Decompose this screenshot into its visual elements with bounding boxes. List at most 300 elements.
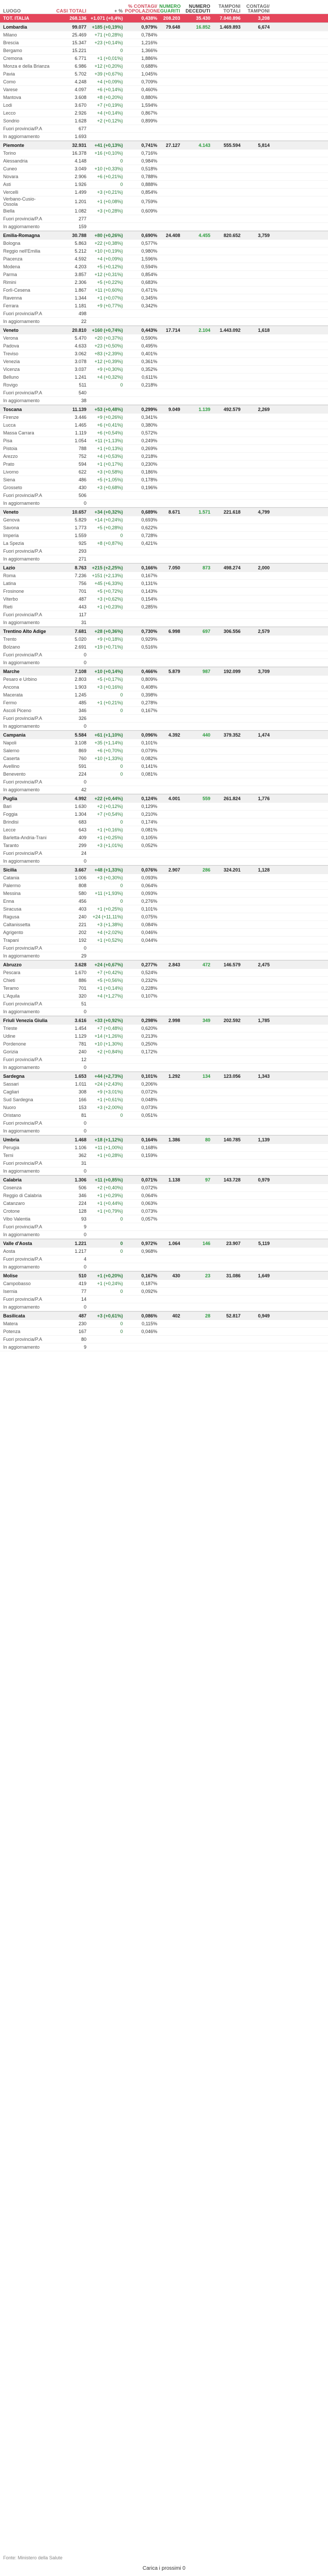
- province-row[interactable]: [0, 755, 328, 763]
- province-row[interactable]: [0, 778, 328, 786]
- province-row[interactable]: [0, 421, 328, 429]
- cell-name: In aggiornamento: [3, 319, 40, 324]
- cell-casi: 240: [78, 1049, 86, 1054]
- province-row[interactable]: [0, 707, 328, 715]
- province-row[interactable]: [0, 1040, 328, 1048]
- cell-name: In aggiornamento: [3, 556, 40, 562]
- province-row[interactable]: [0, 1080, 328, 1088]
- region-row[interactable]: [0, 1135, 328, 1144]
- province-row[interactable]: [0, 150, 328, 157]
- province-row[interactable]: [0, 70, 328, 78]
- cell-name: Roma: [3, 573, 16, 578]
- cell-delta: +1 (+0,13%): [97, 446, 123, 451]
- cell-casi: 5.863: [74, 241, 86, 246]
- province-row[interactable]: [0, 1112, 328, 1119]
- cell-delta: +1 (+0,21%): [97, 700, 123, 705]
- province-row[interactable]: [0, 63, 328, 70]
- cell-guariti: 2.998: [168, 1018, 180, 1023]
- province-row[interactable]: [0, 723, 328, 730]
- cell-casi: 1.181: [74, 303, 86, 308]
- region-row[interactable]: [0, 865, 328, 874]
- total-pct: 0,438%: [141, 16, 157, 21]
- cell-casi: 3.108: [74, 740, 86, 745]
- region-row[interactable]: [0, 141, 328, 150]
- cell-name: Mantova: [3, 95, 21, 100]
- cell-name: Lombardia: [3, 24, 28, 30]
- cell-pct: 0,299%: [141, 407, 157, 412]
- region-row[interactable]: [0, 22, 328, 31]
- cell-pct: 0,228%: [141, 986, 157, 991]
- cell-pct: 0,401%: [141, 351, 157, 356]
- province-row[interactable]: [0, 86, 328, 94]
- cell-pct: 0,741%: [141, 143, 157, 148]
- col-contagi-tamponi[interactable]: CONTAGI/ TAMPONI: [246, 4, 270, 14]
- province-row[interactable]: [0, 977, 328, 985]
- col-delta[interactable]: + %: [114, 8, 123, 14]
- province-row[interactable]: [0, 1160, 328, 1167]
- province-row[interactable]: [0, 476, 328, 484]
- province-row[interactable]: [0, 857, 328, 865]
- cell-casi: 1.129: [74, 1034, 86, 1039]
- province-row[interactable]: [0, 611, 328, 619]
- province-row[interactable]: [0, 1296, 328, 1303]
- region-row[interactable]: [0, 326, 328, 334]
- cell-name: Terni: [3, 1153, 14, 1158]
- province-row[interactable]: [0, 196, 328, 207]
- cell-pct: 0,361%: [141, 359, 157, 364]
- region-row[interactable]: [0, 1311, 328, 1320]
- province-row[interactable]: [0, 240, 328, 247]
- cell-pct: 1,594%: [141, 103, 157, 108]
- region-row[interactable]: [0, 960, 328, 969]
- cell-delta: +5 (+0,28%): [97, 525, 123, 530]
- province-row[interactable]: [0, 944, 328, 952]
- province-row[interactable]: [0, 414, 328, 421]
- province-row[interactable]: [0, 302, 328, 310]
- province-row[interactable]: [0, 516, 328, 524]
- province-row[interactable]: [0, 334, 328, 342]
- cell-name: Enna: [3, 899, 15, 904]
- footer: [0, 2555, 328, 2571]
- province-row[interactable]: [0, 1096, 328, 1104]
- cell-casi: 506: [78, 1185, 86, 1190]
- province-row[interactable]: [0, 389, 328, 397]
- cell-pct: 0,075%: [141, 914, 157, 919]
- province-row[interactable]: [0, 47, 328, 55]
- region-row[interactable]: [0, 1239, 328, 1248]
- province-row[interactable]: [0, 94, 328, 102]
- province-row[interactable]: [0, 263, 328, 271]
- cell-casi: 5.584: [74, 732, 86, 738]
- province-row[interactable]: [0, 905, 328, 913]
- region-row[interactable]: [0, 1016, 328, 1025]
- province-row[interactable]: [0, 397, 328, 405]
- cell-delta: +4 (+0,14%): [97, 110, 123, 116]
- province-row[interactable]: [0, 1328, 328, 1336]
- province-row[interactable]: [0, 189, 328, 196]
- cell-guariti: 79.648: [166, 24, 180, 30]
- province-row[interactable]: [0, 969, 328, 977]
- province-row[interactable]: [0, 125, 328, 133]
- cell-pct: 0,880%: [141, 95, 157, 100]
- region-row[interactable]: [0, 730, 328, 739]
- province-row[interactable]: [0, 1064, 328, 1072]
- region-row[interactable]: [0, 627, 328, 636]
- province-row[interactable]: [0, 55, 328, 63]
- cell-name: Asti: [3, 182, 11, 187]
- region-row[interactable]: [0, 794, 328, 803]
- province-row[interactable]: [0, 985, 328, 992]
- province-row[interactable]: [0, 747, 328, 755]
- province-row[interactable]: [0, 643, 328, 651]
- province-row[interactable]: [0, 102, 328, 109]
- province-row[interactable]: [0, 770, 328, 778]
- cell-name: Fuori provincia/P.A: [3, 1057, 42, 1062]
- province-row[interactable]: [0, 555, 328, 563]
- cell-delta: +5 (+1,05%): [97, 477, 123, 482]
- cell-delta: +1 (+0,24%): [97, 1281, 123, 1286]
- cell-tamponi: 1.469.893: [219, 24, 241, 30]
- cell-name: Umbria: [3, 1137, 20, 1142]
- cell-delta: 0: [120, 708, 123, 713]
- total-tamponi: 7.040.896: [219, 16, 241, 21]
- cell-name: Valle d'Aosta: [3, 1241, 32, 1246]
- region-row[interactable]: [0, 405, 328, 414]
- province-row[interactable]: [0, 342, 328, 350]
- cell-name: Pistoia: [3, 446, 18, 451]
- province-row[interactable]: [0, 181, 328, 189]
- province-row[interactable]: [0, 818, 328, 826]
- province-row[interactable]: [0, 676, 328, 683]
- province-row[interactable]: [0, 834, 328, 842]
- province-row[interactable]: [0, 173, 328, 181]
- province-row[interactable]: [0, 803, 328, 811]
- cell-pct: 0,709%: [141, 79, 157, 84]
- cell-delta: +23 (+0,14%): [94, 40, 123, 45]
- province-row[interactable]: [0, 1152, 328, 1160]
- cell-delta: +22 (+0,44%): [94, 796, 123, 801]
- cell-name: Bologna: [3, 241, 21, 246]
- province-row[interactable]: [0, 882, 328, 890]
- province-row[interactable]: [0, 1127, 328, 1135]
- cell-casi: 0: [83, 1009, 86, 1014]
- cell-delta: +23 (+0,50%): [94, 343, 123, 349]
- source-text: Fonte: Ministero della Salute: [3, 2555, 63, 2560]
- province-row[interactable]: [0, 691, 328, 699]
- province-row[interactable]: [0, 318, 328, 326]
- province-row[interactable]: [0, 279, 328, 287]
- region-row[interactable]: [0, 231, 328, 240]
- province-row[interactable]: [0, 500, 328, 507]
- cell-delta: 0: [120, 48, 123, 53]
- cell-pct: 0,276%: [141, 899, 157, 904]
- cell-casi: 93: [81, 1216, 86, 1222]
- cell-name: Brescia: [3, 40, 19, 45]
- cell-delta: +2 (+0,12%): [97, 118, 123, 123]
- province-row[interactable]: [0, 580, 328, 588]
- cell-name: Trapani: [3, 938, 19, 943]
- province-row[interactable]: [0, 524, 328, 532]
- cell-name: Fuori provincia/P.A: [3, 612, 42, 617]
- province-row[interactable]: [0, 429, 328, 437]
- province-row[interactable]: [0, 165, 328, 173]
- province-row[interactable]: [0, 763, 328, 770]
- cell-pct: 0,611%: [142, 375, 157, 380]
- province-row[interactable]: [0, 468, 328, 476]
- col-pct[interactable]: % CONTAGI/ POPOLAZIONE: [125, 4, 160, 14]
- cell-delta: +160 (+0,74%): [92, 328, 123, 333]
- province-row[interactable]: [0, 374, 328, 381]
- cell-delta: +151 (+2,13%): [92, 573, 123, 578]
- province-row[interactable]: [0, 572, 328, 580]
- cell-casi: 1.304: [74, 812, 86, 817]
- province-row[interactable]: [0, 223, 328, 231]
- province-row[interactable]: [0, 1280, 328, 1288]
- province-row[interactable]: [0, 207, 328, 215]
- cell-name: Padova: [3, 343, 19, 349]
- cell-guariti: 1.292: [168, 1074, 180, 1079]
- province-row[interactable]: [0, 547, 328, 555]
- cell-pct: 0,854%: [141, 190, 157, 195]
- cell-name: Ragusa: [3, 914, 20, 919]
- cell-delta: +1 (+0,79%): [97, 1209, 123, 1214]
- cell-name: Foggia: [3, 812, 18, 817]
- cell-casi: 224: [78, 1201, 86, 1206]
- province-row[interactable]: [0, 1167, 328, 1175]
- province-row[interactable]: [0, 1048, 328, 1056]
- province-row[interactable]: [0, 271, 328, 279]
- province-row[interactable]: [0, 874, 328, 882]
- province-row[interactable]: [0, 358, 328, 366]
- cell-name: Agrigento: [3, 930, 23, 935]
- cell-pct: 0,690%: [141, 233, 157, 238]
- cell-casi: 2.906: [74, 174, 86, 179]
- cell-name: Viterbo: [3, 596, 18, 602]
- cell-name: Aosta: [3, 1249, 16, 1254]
- province-row[interactable]: [0, 1231, 328, 1239]
- cell-name: Calabria: [3, 1177, 22, 1183]
- province-row[interactable]: [0, 381, 328, 389]
- cell-pct: 0,072%: [141, 1089, 157, 1094]
- col-tamponi[interactable]: TAMPONI TOTALI: [218, 4, 241, 14]
- province-row[interactable]: [0, 39, 328, 47]
- province-row[interactable]: [0, 1200, 328, 1208]
- province-row[interactable]: [0, 937, 328, 944]
- cell-pct: 0,124%: [141, 796, 157, 801]
- province-row[interactable]: [0, 595, 328, 603]
- province-row[interactable]: [0, 913, 328, 921]
- province-row[interactable]: [0, 133, 328, 141]
- province-row[interactable]: [0, 247, 328, 255]
- province-row[interactable]: [0, 1336, 328, 1343]
- province-row[interactable]: [0, 739, 328, 747]
- province-row[interactable]: [0, 952, 328, 960]
- province-row[interactable]: [0, 659, 328, 667]
- cell-delta: +14 (+0,24%): [94, 517, 123, 522]
- cell-casi: 32.931: [72, 143, 86, 148]
- province-row[interactable]: [0, 215, 328, 223]
- province-row[interactable]: [0, 1215, 328, 1223]
- cell-casi: 1.217: [74, 1249, 86, 1254]
- col-deceduti[interactable]: NUMERO DECEDUTI: [185, 4, 210, 14]
- province-row[interactable]: [0, 540, 328, 547]
- cell-casi: 3.078: [74, 359, 86, 364]
- province-row[interactable]: [0, 898, 328, 905]
- province-row[interactable]: [0, 1288, 328, 1296]
- province-row[interactable]: [0, 992, 328, 1000]
- cell-delta: +3 (+0,30%): [97, 875, 123, 880]
- cell-pct: 0,572%: [141, 430, 157, 435]
- cell-name: Monza e della Brianza: [3, 64, 50, 69]
- province-row[interactable]: [0, 1000, 328, 1008]
- province-row[interactable]: [0, 842, 328, 850]
- province-row[interactable]: [0, 78, 328, 86]
- province-row[interactable]: [0, 890, 328, 898]
- cell-casi: 1.630: [74, 804, 86, 809]
- cell-casi: 643: [78, 827, 86, 832]
- table-header: [0, 0, 328, 14]
- cell-casi: 0: [83, 1121, 86, 1126]
- province-row[interactable]: [0, 492, 328, 500]
- cell-pct: 0,809%: [141, 677, 157, 682]
- province-row[interactable]: [0, 826, 328, 834]
- province-row[interactable]: [0, 850, 328, 857]
- province-row[interactable]: [0, 811, 328, 818]
- cell-name: Treviso: [3, 351, 19, 356]
- cell-casi: 1.653: [74, 1074, 86, 1079]
- cell-casi: 2.926: [74, 110, 86, 116]
- province-row[interactable]: [0, 1192, 328, 1200]
- cell-delta: +7 (+0,19%): [97, 103, 123, 108]
- province-row[interactable]: [0, 157, 328, 165]
- province-row[interactable]: [0, 1255, 328, 1263]
- province-row[interactable]: [0, 437, 328, 445]
- col-guariti[interactable]: NUMERO GUARITI: [159, 4, 181, 14]
- cell-pct: 0,064%: [141, 883, 157, 888]
- province-row[interactable]: [0, 921, 328, 929]
- province-row[interactable]: [0, 786, 328, 794]
- cell-name: Puglia: [3, 796, 18, 801]
- col-casi[interactable]: CASI TOTALI: [56, 8, 86, 14]
- cell-casi: 1.241: [74, 375, 86, 380]
- cell-casi: 230: [78, 1321, 86, 1326]
- cell-casi: 7.108: [74, 669, 86, 674]
- cell-delta: +1 (+0,25%): [97, 906, 123, 912]
- cell-name: Barletta-Andria-Trani: [3, 835, 47, 840]
- province-row[interactable]: [0, 929, 328, 937]
- province-row[interactable]: [0, 255, 328, 263]
- cell-casi: 42: [81, 787, 86, 792]
- province-row[interactable]: [0, 1343, 328, 1351]
- province-row[interactable]: [0, 1088, 328, 1096]
- province-row[interactable]: [0, 31, 328, 39]
- province-row[interactable]: [0, 445, 328, 453]
- province-row[interactable]: [0, 1025, 328, 1032]
- province-row[interactable]: [0, 619, 328, 627]
- province-row[interactable]: [0, 715, 328, 723]
- province-row[interactable]: [0, 1248, 328, 1255]
- region-row[interactable]: [0, 1072, 328, 1080]
- cell-pct: 0,167%: [141, 1273, 157, 1278]
- region-row[interactable]: [0, 1271, 328, 1280]
- region-row[interactable]: [0, 507, 328, 516]
- cell-pct: 0,096%: [141, 732, 157, 738]
- cell-pct: 0,689%: [141, 509, 157, 515]
- province-row[interactable]: [0, 310, 328, 318]
- cell-pct: 0,788%: [141, 174, 157, 179]
- cell-casi: 3.446: [74, 415, 86, 420]
- cell-name: Catanzaro: [3, 1201, 25, 1206]
- region-row[interactable]: [0, 1175, 328, 1184]
- province-row[interactable]: [0, 117, 328, 125]
- cell-delta: +5 (+0,12%): [97, 264, 123, 269]
- province-row[interactable]: [0, 109, 328, 117]
- cell-casi: 1.201: [74, 199, 86, 204]
- province-row[interactable]: [0, 1119, 328, 1127]
- region-row[interactable]: [0, 563, 328, 572]
- province-row[interactable]: [0, 1320, 328, 1328]
- cell-delta: +215 (+2,25%): [92, 565, 123, 570]
- province-row[interactable]: [0, 287, 328, 294]
- cell-casi: 6.986: [74, 64, 86, 69]
- province-row[interactable]: [0, 1303, 328, 1311]
- province-row[interactable]: [0, 350, 328, 358]
- cell-casi: 1.693: [74, 134, 86, 139]
- load-more-button[interactable]: Carica i prossimi 0: [142, 2566, 186, 2571]
- province-row[interactable]: [0, 294, 328, 302]
- cell-casi: 677: [78, 126, 86, 131]
- cell-casi: 925: [78, 541, 86, 546]
- province-row[interactable]: [0, 453, 328, 461]
- province-row[interactable]: [0, 699, 328, 707]
- province-row[interactable]: [0, 683, 328, 691]
- cell-ct: 2,269: [258, 407, 270, 412]
- province-row[interactable]: [0, 532, 328, 540]
- province-row[interactable]: [0, 1032, 328, 1040]
- cell-pct: 0,071%: [141, 1177, 157, 1183]
- cell-name: Savona: [3, 525, 19, 530]
- region-row[interactable]: [0, 667, 328, 676]
- cell-casi: 11.139: [72, 407, 86, 412]
- province-row[interactable]: [0, 1104, 328, 1112]
- province-row[interactable]: [0, 636, 328, 643]
- cell-tamponi: 379.352: [223, 732, 241, 738]
- cell-casi: 128: [78, 1209, 86, 1214]
- cell-tamponi: 498.274: [223, 565, 241, 570]
- cell-name: Fuori provincia/P.A: [3, 493, 42, 498]
- col-luogo[interactable]: LUOGO: [3, 8, 21, 14]
- province-row[interactable]: [0, 651, 328, 659]
- province-row[interactable]: [0, 1056, 328, 1064]
- province-row[interactable]: [0, 366, 328, 374]
- province-row[interactable]: [0, 588, 328, 595]
- cell-casi: 38: [81, 398, 86, 403]
- cell-name: Basilicata: [3, 1313, 26, 1318]
- province-row[interactable]: [0, 1008, 328, 1016]
- province-row[interactable]: [0, 461, 328, 468]
- cell-pct: 0,082%: [141, 756, 157, 761]
- province-row[interactable]: [0, 1144, 328, 1152]
- province-row[interactable]: [0, 1208, 328, 1215]
- cell-delta: +1 (+0,25%): [97, 835, 123, 840]
- province-row[interactable]: [0, 1223, 328, 1231]
- cell-pct: 0,577%: [141, 241, 157, 246]
- province-row[interactable]: [0, 484, 328, 492]
- province-row[interactable]: [0, 1263, 328, 1271]
- cell-name: Fuori provincia/P.A: [3, 216, 42, 221]
- province-row[interactable]: [0, 1184, 328, 1192]
- province-row[interactable]: [0, 603, 328, 611]
